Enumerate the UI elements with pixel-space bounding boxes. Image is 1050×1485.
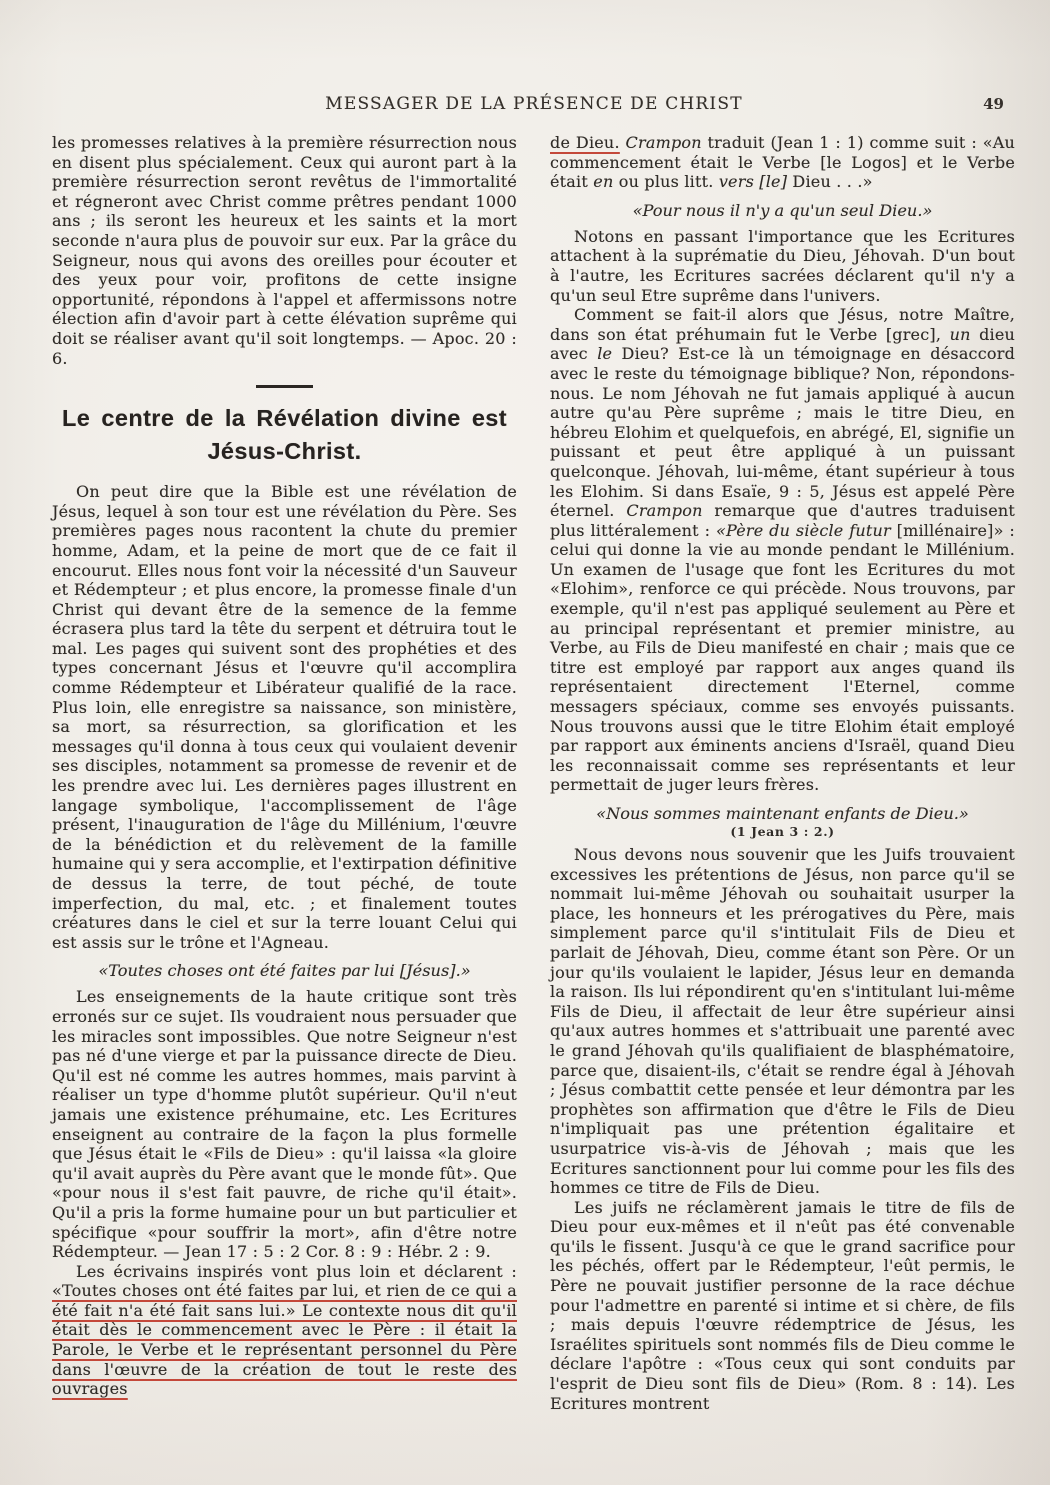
red-underlined-text: de Dieu. [550, 133, 620, 152]
text-segment: le [597, 344, 613, 364]
text-segment: un [949, 324, 971, 344]
page-header [52, 94, 1016, 120]
paragraph-resurrection: les promesses relatives à la première résurrection nous en disent plus spécialement. Ceux qui auront part à la première résurrection seront revêtus de l'immortalité et régneront avec Christ comme prêtres pendant 1000 ans ; ils seront les heureux et les saints et la mort seconde n'aura plus de pouvoir sur eux. Par la grâce du Seigneur, nous qui avons des oreilles pour écouter et des yeux pour voir, profitons de cette insigne opportunité, répondons à l'appel et affermissons notre élection afin d'avoir part à cette élévation suprême qui doit se réaliser avant qu'il soit longtemps. — Apoc. 20 : 6. [52, 133, 517, 368]
paragraph-ecrivains-inspires [52, 1262, 517, 1399]
scripture-subhead-enfants-de-dieu: «Nous sommes maintenant enfants de Dieu.» [596, 804, 969, 823]
text-segment: vers [le] [718, 172, 788, 192]
text-segment: ou plus litt. [613, 172, 719, 192]
scripture-subhead-toutes-choses: «Toutes choses ont été faites par lui [Jésus].» [98, 961, 471, 981]
paragraph-bible-revelation: On peut dire que la Bible est une révélation de Jésus, lequel à son tour est une révélation du Père. Ses premières pages nous racontent la chute du premier homme, Adam, et la peine de mort que de ce fait il encourut. Elles nous font voir la nécessité d'un Sauveur et Rédempteur ; et plus encore, la promesse finale d'un Christ qui devant être de la semence de la femme écrasera plus tard la tête du serpent et détruira tout le mal. Les pages qui suivent sont des prophéties et des types concernant Jésus et l'œuvre qu'il accomplira comme Rédempteur et Libérateur qualifié de la race. Plus loin, elle enregistre sa naissance, son ministère, sa mort, sa résurrection, sa glorification et les messages qu'il donna à tous ceux qui voulaient devenir ses disciples, notamment sa promesse de revenir et de les prendre avec lui. Les dernières pages illustrent en langage symbolique, l'accomplissement de l'âge présent, l'inauguration de l'âge du Millénium, l'œuvre de la bénédiction et du relèvement de la famille humaine qui y sera accomplie, et l'extirpation définitive de dessus la terre, de tout péché, de toute imperfection, du mal, etc. ; et finalement toutes créatures dans le ciel et sur la terre louant Celui qui est assis sur le trône et l'Agneau. [52, 482, 517, 952]
paragraph-elohim [550, 305, 1015, 795]
text-columns [52, 133, 1016, 1413]
paragraph-suprematie: Notons en passant l'importance que les Ecritures attachent à la suprématie du Dieu, Jéhovah. D'un bout à l'autre, les Ecritures sacrées déclarent qu'il n'y a qu'un seul Etre suprême dans l'univers. [550, 226, 1015, 305]
page-number: 49 [983, 95, 1004, 113]
text-segment: Crampon [626, 501, 703, 521]
paragraph-crampon-jean [550, 133, 1015, 192]
text-segment: Dieu . . .» [787, 172, 873, 192]
right-column [550, 133, 1015, 1413]
journal-title: MESSAGER DE LA PRÉSENCE DE CHRIST [325, 94, 743, 114]
text-segment: Comment se fait-il alors que Jésus, notre Maître, dans son état préhumain fut le Verbe [grec], [550, 305, 1015, 344]
text-segment: remarque que d'autres traduisent plus littéralement : [550, 501, 1015, 540]
text-segment: Dieu? Est-ce là un témoignage en désaccord avec le reste du témoignage biblique? Non, répondons-nous. Le nom Jéhovah ne fut jamais appliqué à aucun autre qu'au Père suprême ; mais le titre Dieu, en hébreu Elohim et quelquefois, en abrégé, El, signifie un puissant et peut être appliqué à un puissant quelconque. Jéhovah, lui-même, étant supérieur à tous les Elohim. Si dans Esaïe, 9 : 5, Jésus est appelé Père éternel. [550, 344, 1016, 521]
paragraph-titre-fils-de-dieu: Les juifs ne réclamèrent jamais le titre de fils de Dieu pour eux-mêmes et il n'eût pas été convenable qu'ils le fissent. Jusqu'à ce que le grand sacrifice pour les péchés, offert par le Rédempteur, l'eût permis, le Père ne pouvait justifier personne de la race déchue pour l'admettre en parenté si intime et si chère, de fils ; mais depuis l'œuvre rédemptrice de Jésus, les Israélites spirituels sont nommés fils de Dieu comme le déclare l'apôtre : «Tous ceux qui sont conduits par l'esprit de Dieu sont fils de Dieu» (Rom. 8 : 14). Les Ecritures montrent [550, 1197, 1015, 1413]
scripture-reference: (1 Jean 3 : 2.) [730, 824, 835, 839]
paragraph-haute-critique: Les enseignements de la haute critique sont très erronés sur ce sujet. Ils voudraient nous persuader que les miracles sont impossibles. Que notre Seigneur n'est pas né d'une vierge et par la puissance directe de Dieu. Qu'il est né comme les autres hommes, mais parvint à réaliser un type d'homme plutôt supérieur. Qu'il n'eut jamais une existence préhumaine, etc. Les Ecritures enseignent au contraire de la façon la plus formelle que Jésus était le «Fils de Dieu» : qu'il laissa «la gloire qu'il avait auprès du Père avant que le monde fût». Que «pour nous il s'est fait pauvre, de riche qu'il était». Qu'il a pris la forme humaine pour un but particulier et spécifique «pour souffrir la mort», afin d'être notre Rédempteur. — Jean 17 : 5 : 2 Cor. 8 : 9 : Hébr. 2 : 9. [52, 987, 517, 1262]
section-divider-rule [256, 385, 313, 388]
text-segment: traduit (Jean 1 : 1) comme suit : «Au commencement était le Verbe [le Logos] et le Verbe était [550, 133, 1015, 192]
left-column [52, 133, 517, 1399]
text-segment: dieu avec [550, 324, 1016, 364]
red-underlined-text: «Toutes choses ont été faites par lui, et rien de ce qui a été fait n'a été fait sans lui.» Le contexte nous dit qu'il était dès le commencement avec le Père : il était la Parole, le Verbe et le représentant personnel du Père dans l'œuvre de la création de tout le reste des ouvrages [52, 1281, 517, 1399]
text-segment: Crampon [625, 133, 702, 152]
text-segment: «Père du siècle futur [715, 520, 891, 540]
article-title-line2: Jésus-Christ. [207, 438, 362, 465]
text-segment: [millénaire]» : celui qui donne la vie au monde pendant le Millénium. Un examen de l'usage que font les Ecritures du mot «Elohim», renforce ce qui précède. Nous trouvons, par exemple, qu'il n'est pas appliqué seulement au Père et au principal représentant et premier ministre, au Verbe, au Fils de Dieu manifesté en chair ; mais que ce titre est employé par rapport aux anges quand ils représentaient directement l'Eternel, comme messagers spéciaux, comme ses envoyés puissants. Nous trouvons aussi que le titre Elohim était employé par rapport aux éminents anciens d'Israël, quand Dieu les reconnaissait comme ses représentants et leur permettait de juger leurs frères. [550, 520, 1015, 795]
article-title-line1: Le centre de la Révélation divine est [62, 405, 507, 432]
text-segment: en [593, 172, 614, 192]
paragraph-pretentions-jesus: Nous devons nous souvenir que les Juifs trouvaient excessives les prétentions de Jésus, non parce qu'il se nommait lui-même Jéhovah ou souhaitait usurper la place, les honneurs et les prérogatives du Père, mais simplement parce qu'il s'intitulait Fils de Dieu et parlait de Jéhovah, Dieu, comme étant son Père. Or un jour qu'ils voulaient le lapider, Jésus leur en demanda la raison. Ils lui répondirent qu'en s'intitulant lui-même Fils de Dieu, il affectait de leur être supérieur ainsi qu'aux autres hommes et s'attribuait une parenté avec le grand Jéhovah qu'ils qualifiaient de blasphématoire, parce que, disaient-ils, c'était se rendre égal à Jéhovah ; Jésus combattit cette pensée et leur démontra par les prophètes son affirmation que d'être le Fils de Dieu n'impliquait pas une prétention égalitaire et usurpatrice vis-à-vis de Jéhovah ; mais que les Ecritures sanctionnent pour lui comme pour les fils des hommes ce titre de Fils de Dieu. [550, 845, 1015, 1198]
article-title [52, 402, 517, 468]
scripture-subhead-seul-dieu: «Pour nous il n'y a qu'un seul Dieu.» [632, 200, 933, 220]
text-segment: Les écrivains inspirés vont plus loin et déclarent : [76, 1261, 517, 1281]
